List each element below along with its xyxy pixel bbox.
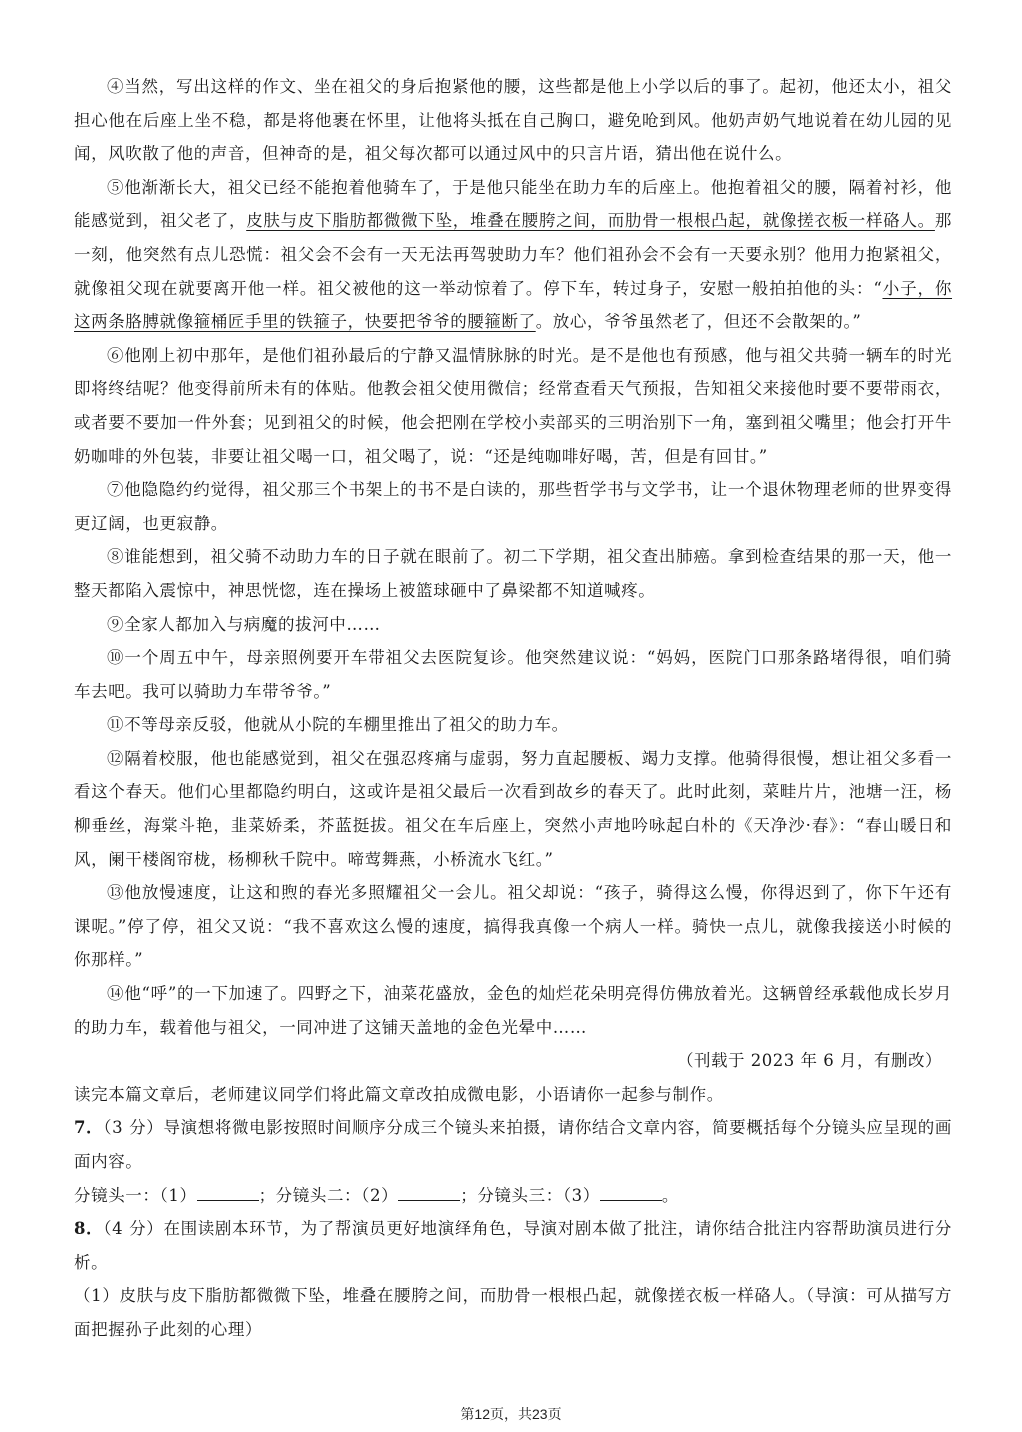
task-intro: 读完本篇文章后，老师建议同学们将此篇文章改拍成微电影，小语请你一起参与制作。 (74, 1084, 724, 1104)
shot-2-blank[interactable] (398, 1182, 460, 1201)
paragraph-14: ⑭他“呼”的一下加速了。四野之下，油菜花盛放，金色的灿烂花朵明亮得仿佛放着光。这辆曾经承载他成长岁月的助力车，载着他与祖父，一同冲进了这铺天盖地的金色光晕中…… (74, 984, 952, 1037)
question-7-number: 7． (74, 1118, 104, 1138)
question-7-answer-line (74, 1179, 952, 1213)
question-8 (74, 1212, 952, 1279)
paragraph-10: ⑩一个周五中午，母亲照例要开车带祖父去医院复诊。他突然建议说：“妈妈，医院门口那条路堵得很，咱们骑车去吧。我可以骑助力车带爷爷。” (74, 648, 952, 701)
paragraph-4: ④当然，写出这样的作文、坐在祖父的身后抱紧他的腰，这些都是他上小学以后的事了。起初，他还太小，祖父担心他在后座上坐不稳，都是将他裹在怀里，让他将头抵在自己胸口，避免呛到风。他奶声奶气地说着在幼儿园的见闻，风吹散了他的声音，但神奇的是，祖父每次都可以通过风中的只言片语，猜出他在说什么。 (74, 77, 952, 164)
paragraph-12: ⑫隔着校服，他也能感觉到，祖父在强忍疼痛与虚弱，努力直起腰板、竭力支撑。他骑得很慢，想让祖父多看一看这个春天。他们心里都隐约明白，这或许是祖父最后一次看到故乡的春天了。此时此刻，菜畦片片，池塘一汪，杨柳垂丝，海棠斗艳，韭菜娇柔，芥蓝挺拔。祖父在车后座上，突然小声地吟咏起白朴的《天净沙·春》：“春山暖日和风，阑干楼阁帘栊，杨柳秋千院中。啼莺舞燕，小桥流水飞红。” (74, 748, 952, 869)
document-body (74, 70, 952, 1347)
question-8-text: （4 分）在围读剧本环节，为了帮演员更好地演绎角色，导演对剧本做了批注，请你结合批注内容帮助演员进行分析。 (74, 1219, 953, 1272)
question-7-text: （3 分）导演想将微电影按照时间顺序分成三个镜头来拍摄，请你结合文章内容，简要概括每个分镜头应呈现的画面内容。 (74, 1118, 953, 1171)
paragraph-5-text-b: 那一刻，他突然有点儿恐慌：祖父会不会有一天无法再驾驶助力车？他们祖孙会不会有一天要永别？他用力抱紧祖父，就像祖父现在就要离开他一样。祖父被他的这一举动惊着了。停下车，转过身子，安慰一般拍拍他的头：“ (74, 211, 953, 298)
paragraph-7: ⑦他隐隐约约觉得，祖父那三个书架上的书不是白读的，那些哲学书与文学书，让一个退休物理老师的世界变得更辽阔，也更寂静。 (74, 480, 952, 533)
question-8-number: 8． (74, 1219, 104, 1239)
question-8-sub-1: （1）皮肤与皮下脂肪都微微下坠，堆叠在腰胯之间，而肋骨一根根凸起，就像搓衣板一样硌人。（导演：可从描写方面把握孙子此刻的心理） (74, 1286, 952, 1339)
underlined-sentence-1: 皮肤与皮下脂肪都微微下坠，堆叠在腰胯之间，而肋骨一根根凸起，就像搓衣板一样硌人。 (246, 211, 935, 231)
shot-3-blank[interactable] (600, 1182, 662, 1201)
shot-1-blank[interactable] (197, 1182, 259, 1201)
paragraph-5-text-a: ⑤他渐渐长大，祖父已经不能抱着他骑车了，于是他只能坐在助力车的后座上。他抱着祖父的腰，隔着衬衫，他能感觉到，祖父老了， (74, 177, 952, 231)
paragraph-11: ⑪不等母亲反驳，他就从小院的车棚里推出了祖父的助力车。 (107, 715, 569, 735)
paragraph-5-text-c: 。放心，爷爷虽然老了，但还不会散架的。” (535, 312, 862, 332)
paragraph-13: ⑬他放慢速度，让这和煦的春光多照耀祖父一会儿。祖父却说：“孩子，骑得这么慢，你得迟到了，你下午还有课呢。”停了停，祖父又说：“我不喜欢这么慢的速度，搞得我真像一个病人一样。骑快一点儿，就像我接送小时候的你那样。” (74, 883, 952, 970)
paragraph-8: ⑧谁能想到，祖父骑不动助力车的日子就在眼前了。初二下学期，祖父查出肺癌。拿到检查结果的那一天，他一整天都陷入震惊中，神思恍惚，连在操场上被篮球砸中了鼻梁都不知道喊疼。 (74, 547, 952, 600)
shot-3-label: ；分镜头三：（3） (460, 1185, 600, 1205)
question-7 (74, 1111, 952, 1178)
paragraph-9: ⑨全家人都加入与病魔的拔河中…… (107, 614, 381, 634)
underlined-sentence-2: 小子，你这两条胳膊就像箍桶匠手里的铁箍子，快要把爷爷的腰箍断了 (74, 278, 953, 332)
paragraph-6: ⑥他刚上初中那年，是他们祖孙最后的宁静又温情脉脉的时光。是不是他也有预感，他与祖父共骑一辆车的时光即将终结呢？他变得前所未有的体贴。他教会祖父使用微信；经常查看天气预报，告知祖父来接他时要不要带雨衣，或者要不要加一件外套；见到祖父的时候，他会把刚在学校小卖部买的三明治别下一角，塞到祖父嘴里；他会打开牛奶咖啡的外包装，非要让祖父喝一口，祖父喝了，说：“还是纯咖啡好喝，苦，但是有回甘。” (74, 345, 952, 466)
source-note: （刊载于 2023 年 6 月，有删改） (677, 1051, 942, 1071)
paragraph-5 (74, 171, 952, 339)
answer-line-end: 。 (661, 1185, 679, 1205)
shot-2-label: ；分镜头二：（2） (258, 1185, 399, 1205)
page-footer: 第12页，共23页 (460, 1406, 562, 1422)
shot-1-label: 分镜头一：（1） (74, 1185, 197, 1205)
